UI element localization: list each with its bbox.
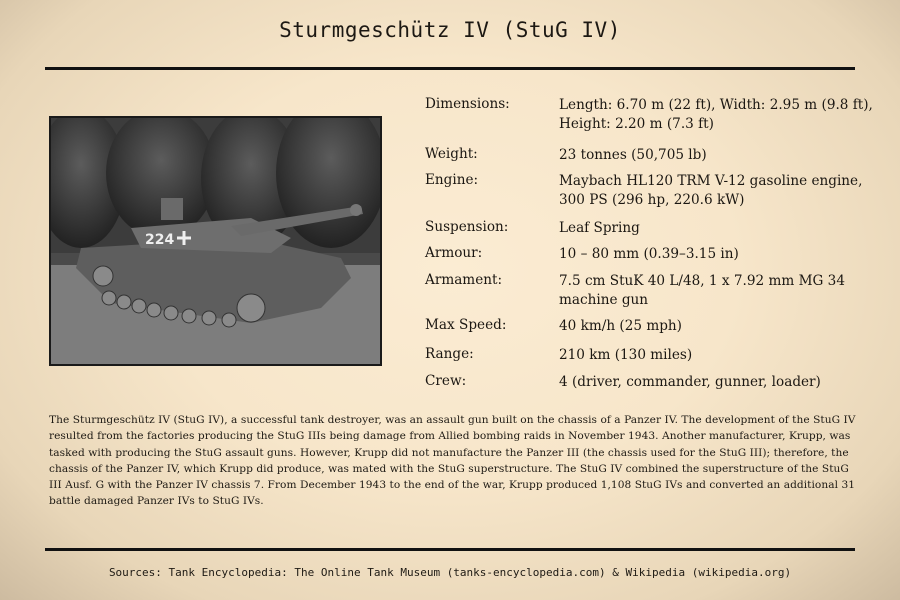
spec-value: Leaf Spring	[559, 220, 640, 236]
spec-value: 7.5 cm StuK 40 L/48, 1 x 7.92 mm MG 34 machine gun	[559, 273, 845, 308]
spec-label: Max Speed:	[425, 317, 507, 333]
sources-footer: Sources: Tank Encyclopedia: The Online Tank Museum (tanks-encyclopedia.com) & Wikipedia (wikipedia.org)	[108, 566, 792, 579]
spec-label: Weight:	[425, 146, 478, 162]
spec-label: Armament:	[425, 272, 503, 288]
spec-value: 210 km (130 miles)	[559, 347, 693, 363]
top-divider	[45, 67, 855, 70]
spec-value: 10 – 80 mm (0.39–3.15 in)	[559, 246, 739, 262]
spec-value: 40 km/h (25 mph)	[559, 318, 682, 334]
spec-value: 4 (driver, commander, gunner, loader)	[559, 374, 821, 390]
bottom-divider	[45, 548, 855, 551]
spec-label: Armour:	[425, 245, 483, 261]
spec-value: 23 tonnes (50,705 lb)	[559, 147, 707, 163]
spec-value: Length: 6.70 m (22 ft), Width: 2.95 m (9.8 ft), Height: 2.20 m (7.3 ft)	[559, 97, 873, 132]
description-paragraph: The Sturmgeschütz IV (StuG IV), a successful tank destroyer, was an assault gun built on the chassis of a Panzer IV. The development of the StuG IV resulted from the factories producing the StuG IIIs being damage from Allied bombing raids in November 1943. Another manufacturer, Krupp, was tasked with producing the StuG assault guns. However, Krupp did not manufacture the Panzer III (the chassis used for the StuG III); therefore, the chassis of the Panzer IV, which Krupp did produce, was mated with the StuG superstructure. The StuG IV combined the superstructure of the StuG III Ausf. G with the Panzer IV chassis 7. From December 1943 to the end of the war, Krupp produced 1,108 StuG IVs and converted an additional 31 battle damaged Panzer IVs to StuG IVs.	[49, 414, 856, 508]
spec-label: Dimensions:	[425, 96, 510, 112]
spec-label: Range:	[425, 346, 474, 362]
spec-label: Crew:	[425, 373, 467, 389]
spec-label: Suspension:	[425, 219, 509, 235]
tank-illustration	[51, 118, 380, 364]
page-title: Sturmgeschütz IV (StuG IV)	[279, 18, 621, 42]
spec-label: Engine:	[425, 172, 479, 188]
hull-number: 224	[145, 232, 175, 248]
spec-value: Maybach HL120 TRM V-12 gasoline engine, 300 PS (296 hp, 220.6 kW)	[559, 173, 863, 208]
tank-photo	[49, 116, 382, 366]
